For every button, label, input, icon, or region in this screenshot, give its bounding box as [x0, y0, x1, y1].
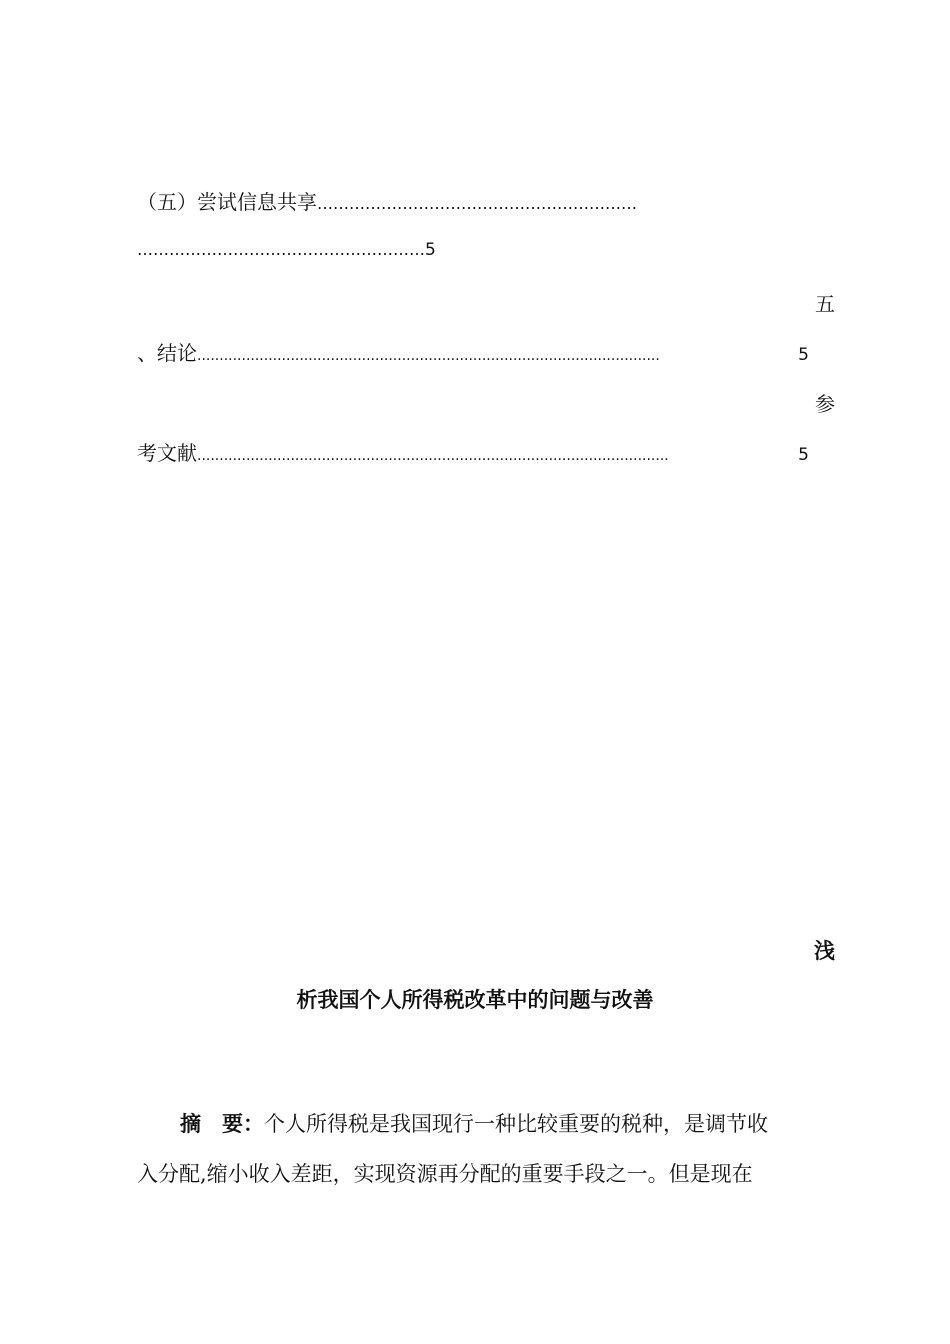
toc-references-first-char: 参: [815, 392, 835, 416]
toc-references: [137, 437, 809, 466]
toc-conclusion-leader: ........................................................................................................: [197, 348, 660, 364]
toc-item-5-label: （五）尝试信息共享: [137, 190, 317, 214]
abstract-line-1: [180, 1108, 768, 1138]
toc-conclusion-page: 5: [798, 345, 809, 365]
toc-item-5: [137, 186, 637, 215]
toc-references-page: 5: [798, 445, 809, 465]
toc-item-5-continuation: [137, 236, 436, 260]
article-title: 析我国个人所得税改革中的问题与改善: [296, 988, 654, 1012]
toc-item-5-leader: ……………………………………………………: [317, 194, 637, 213]
abstract-label: 摘 要：: [180, 1111, 264, 1136]
toc-references-label: 考文献: [137, 441, 197, 465]
toc-conclusion-first-char: 五: [815, 292, 835, 316]
abstract-text-1: 个人所得税是我国现行一种比较重要的税种，是调节收: [264, 1112, 768, 1136]
toc-item-5-page: 5: [425, 240, 436, 260]
toc-item-5-leader-cont: ………………………………………………: [137, 240, 425, 259]
article-title-first-char: 浅: [814, 939, 835, 963]
toc-conclusion-label: 、结论: [137, 341, 197, 365]
toc-conclusion: [137, 337, 809, 366]
abstract-line-2: 入分配,缩小收入差距，实现资源再分配的重要手段之一。但是现在: [137, 1162, 753, 1186]
toc-references-leader: ..........................................................................................................: [197, 448, 669, 464]
